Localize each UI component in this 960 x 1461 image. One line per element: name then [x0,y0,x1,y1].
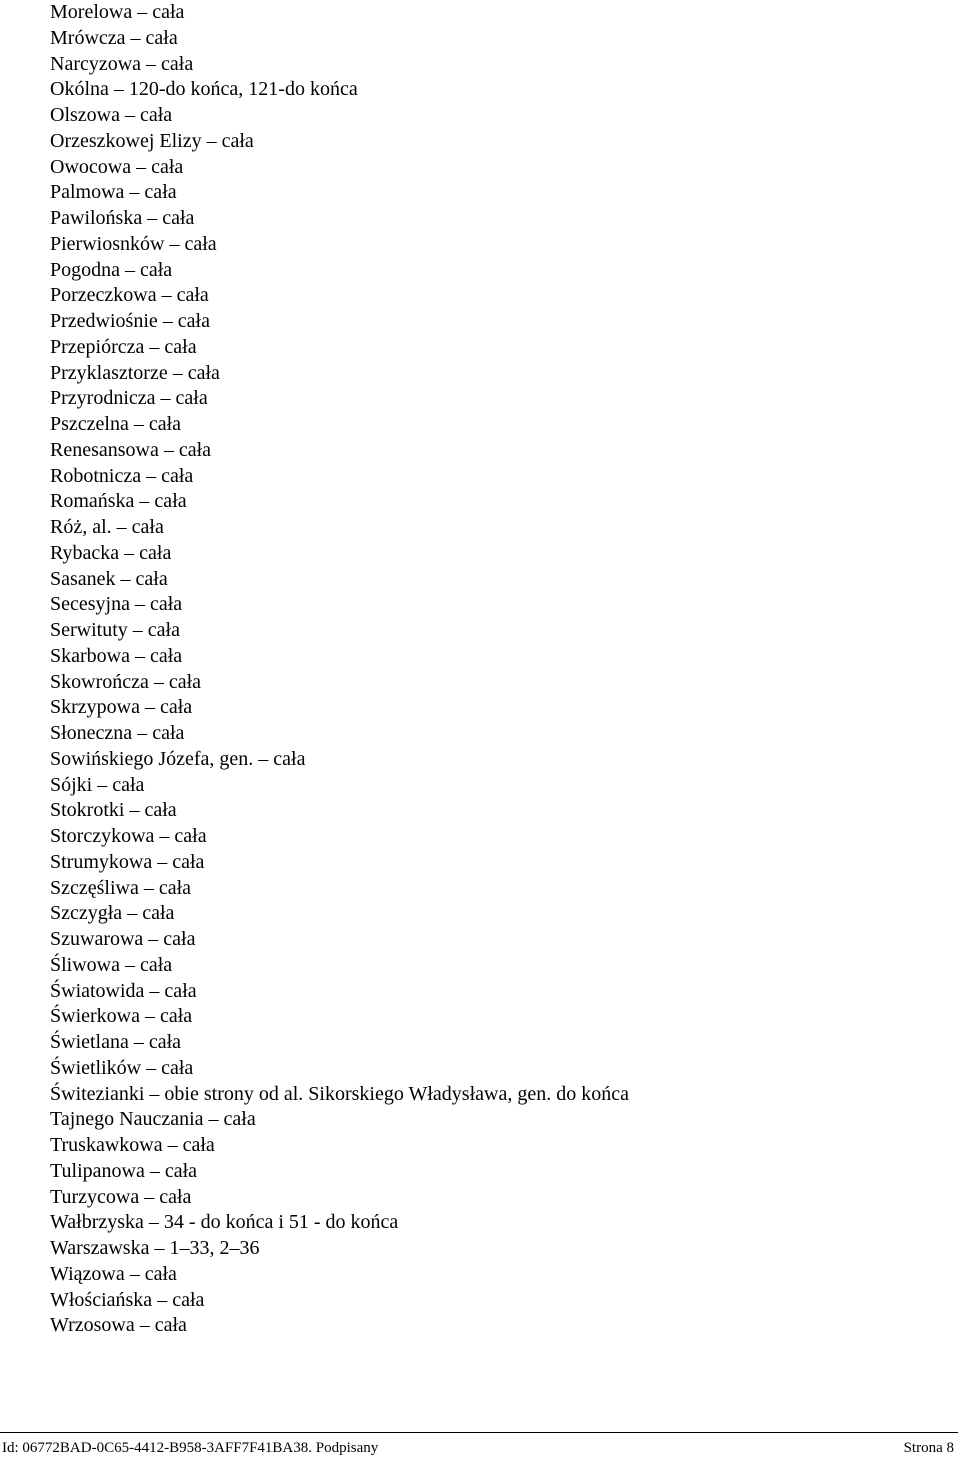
street-list-item: Orzeszkowej Elizy – cała [50,129,254,152]
street-list-item: Skowrończa – cała [50,670,202,693]
street-list-item: Świetlików – cała [50,1056,194,1079]
street-list-item: Przyklasztorze – cała [50,361,220,384]
street-list-item: Włościańska – cała [50,1288,205,1311]
street-list-item: Sowińskiego Józefa, gen. – cała [50,747,306,770]
page-number: Strona 8 [903,1440,954,1456]
street-list-item: Mrówcza – cała [50,26,178,49]
street-list-item: Romańska – cała [50,490,187,513]
street-list-item: Świetlana – cała [50,1031,182,1053]
street-list-item: Słoneczna – cała [50,722,185,744]
street-list-item: Skrzypowa – cała [50,696,193,719]
street-list-item: Szczęśliwa – cała [50,876,192,899]
street-list-item: Olszowa – cała [50,104,173,126]
street-list-item: Robotnicza – cała [50,464,194,487]
street-list-item: Świerkowa – cała [50,1005,193,1028]
street-list-item: Tajnego Nauczania – cała [50,1108,256,1131]
street-list-item: Tulipanowa – cała [50,1159,198,1182]
street-list-item: Strumykowa – cała [50,850,205,873]
street-list-item: Porzeczkowa – cała [50,284,209,307]
street-list-item: Pawilońska – cała [50,207,195,229]
footer-divider [0,1432,958,1433]
street-list-item: Storczykowa – cała [50,825,207,847]
street-list-item: Serwituty – cała [50,619,180,641]
street-list-item: Narcyzowa – cała [50,52,194,75]
street-list-item: Turzycowa – cała [50,1185,192,1208]
street-list-item: Palmowa – cała [50,181,177,204]
street-list-item: Przepiórcza – cała [50,335,197,358]
street-list-item: Owocowa – cała [50,155,184,178]
street-list-item: Warszawska – 1–33, 2–36 [50,1237,260,1259]
street-list-item: Pogodna – cała [50,258,173,281]
street-list-item: Wiązowa – cała [50,1262,177,1285]
street-list-item: Światowida – cała [50,979,197,1002]
street-list-item: Renesansowa – cała [50,438,212,461]
street-list-item: Sójki – cała [50,773,145,796]
street-list-item: Szczygła – cała [50,902,175,925]
street-list-item: Świtezianki – obie strony od al. Sikorskiego Władysława, gen. do końca [50,1082,629,1105]
street-list-item: Róż, al. – cała [50,516,164,538]
street-list-item: Okólna – 120-do końca, 121-do końca [50,78,358,101]
street-list-item: Sasanek – cała [50,567,168,590]
document-id: Id: 06772BAD-0C65-4412-B958-3AFF7F41BA38. Podpisany [2,1440,379,1456]
street-list-item: Truskawkowa – cała [50,1134,215,1156]
street-list-item: Pszczelna – cała [50,413,182,435]
street-list-item: Przedwiośnie – cała [50,310,210,332]
street-list-item: Secesyjna – cała [50,593,183,616]
street-list-item: Szuwarowa – cała [50,928,196,950]
street-list-item: Stokrotki – cała [50,799,177,822]
street-list-item: Wrzosowa – cała [50,1314,187,1337]
street-list-item: Śliwowa – cała [50,953,173,976]
street-list-item: Rybacka – cała [50,541,172,564]
street-list-item: Przyrodnicza – cała [50,387,208,410]
page-footer [0,1437,954,1459]
street-list [50,0,629,1339]
street-list-item: Skarbowa – cała [50,644,183,667]
street-list-item: Wałbrzyska – 34 - do końca i 51 - do końca [50,1211,399,1234]
street-list-item: Pierwiosnków – cała [50,232,217,255]
street-list-item: Morelowa – cała [50,1,185,23]
